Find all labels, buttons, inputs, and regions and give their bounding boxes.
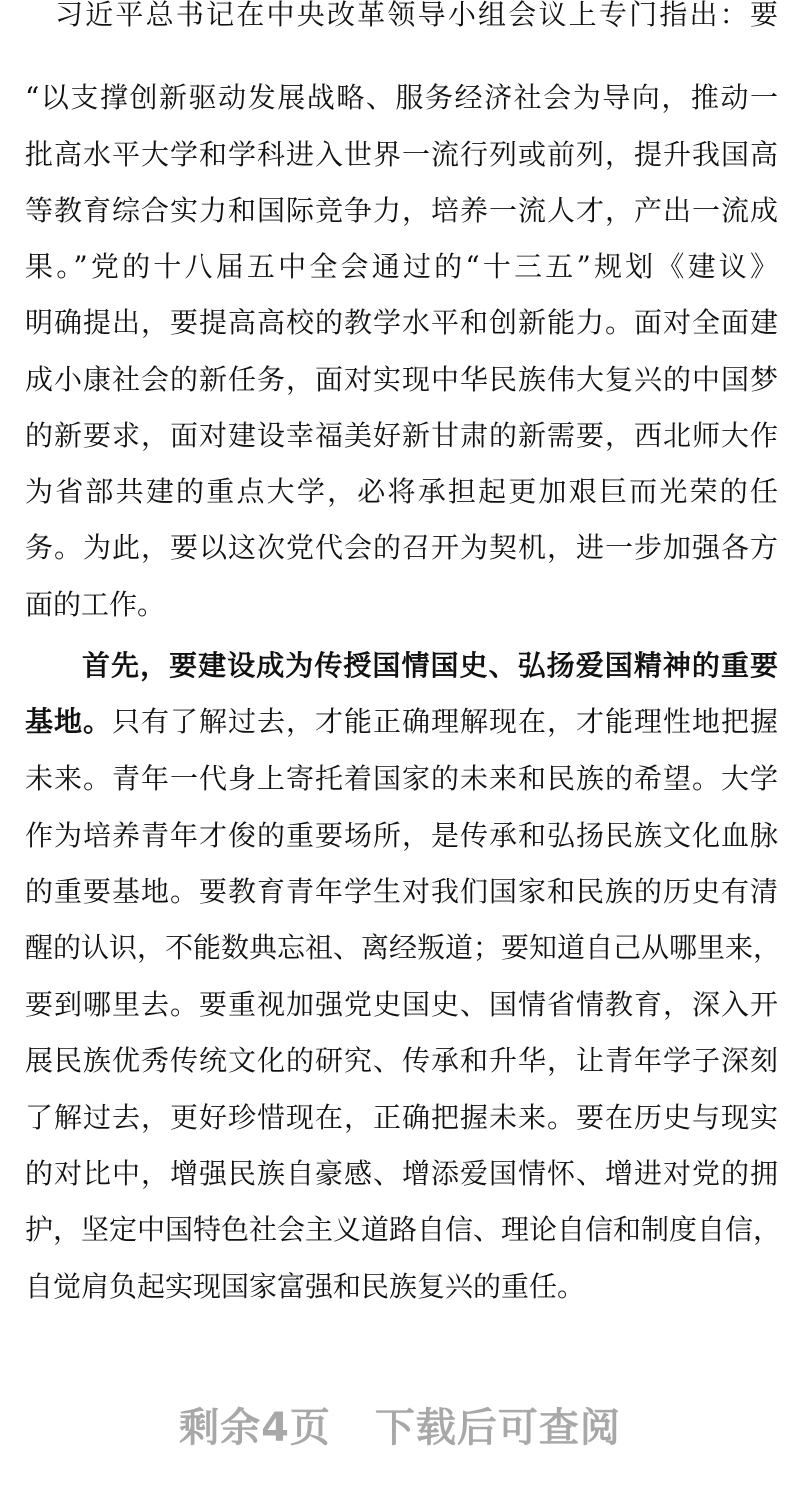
section-heading-tail: 基地。 [25, 705, 112, 738]
text-line: 的对比中，增强民族自豪感、增添爱国情怀、增进对党的拥 [25, 1157, 778, 1190]
text-line: 务。为此，要以这次党代会的召开为契机，进一步加强各方 [25, 531, 778, 564]
text-line: 为省部共建的重点大学，必将承担起更加艰巨而光荣的任 [25, 475, 778, 508]
text-line: 护，坚定中国特色社会主义道路自信、理论自信和制度自信， [25, 1213, 782, 1246]
text-line: 自觉肩负起实现国家富强和民族复兴的重任。 [25, 1270, 586, 1303]
text-line: 的新要求，面对建设幸福美好新甘肃的新需要，西北师大作 [25, 419, 778, 452]
text-segment: 只有了解过去，才能正确理解现在，才能理性地把握 [112, 705, 778, 738]
section-heading: 首先，要建设成为传授国情国史、弘扬爱国精神的重要 [82, 649, 778, 682]
text-line: 醒的认识，不能数典忘祖、离经叛道；要知道自己从哪里来， [25, 931, 782, 964]
text-line: 批高水平大学和学科进入世界一流行列或前列，提升我国高 [25, 138, 778, 171]
text-line: 展民族优秀传统文化的研究、传承和升华，让青年学子深刻 [25, 1044, 778, 1077]
download-to-view-label: 下载后可查阅 [374, 1405, 621, 1451]
text-line: 的重要基地。要教育青年学生对我们国家和民族的历史有清 [25, 875, 778, 908]
text-line: 成小康社会的新任务，面对实现中华民族伟大复兴的中国梦 [25, 363, 778, 396]
text-line: “以支撑创新驱动发展战略、服务经济社会为导向，推动一 [25, 81, 778, 114]
text-line: 等教育综合实力和国际竞争力，培养一流人才，产出一流成 [25, 194, 778, 227]
text-line: 明确提出，要提高高校的教学水平和创新能力。面对全面建 [25, 306, 778, 339]
download-prompt[interactable] [0, 1396, 800, 1453]
remaining-pages-label: 剩余4页 [179, 1405, 331, 1451]
text-line: 果。”党的十八届五中全会通过的“十三五”规划《建议》 [25, 250, 778, 283]
text-line: 作为培养青年才俊的重要场所，是传承和弘扬民族文化血脉 [25, 819, 778, 852]
text-line: 习近平总书记在中央改革领导小组会议上专门指出：要 [55, 0, 778, 31]
text-line [25, 702, 778, 742]
text-line: 未来。青年一代身上寄托着国家的未来和民族的希望。大学 [25, 762, 778, 795]
text-line: 了解过去，更好珍惜现在，正确把握未来。要在历史与现实 [25, 1101, 778, 1134]
text-line: 要到哪里去。要重视加强党史国史、国情省情教育，深入开 [25, 988, 778, 1021]
text-line: 面的工作。 [25, 588, 166, 621]
